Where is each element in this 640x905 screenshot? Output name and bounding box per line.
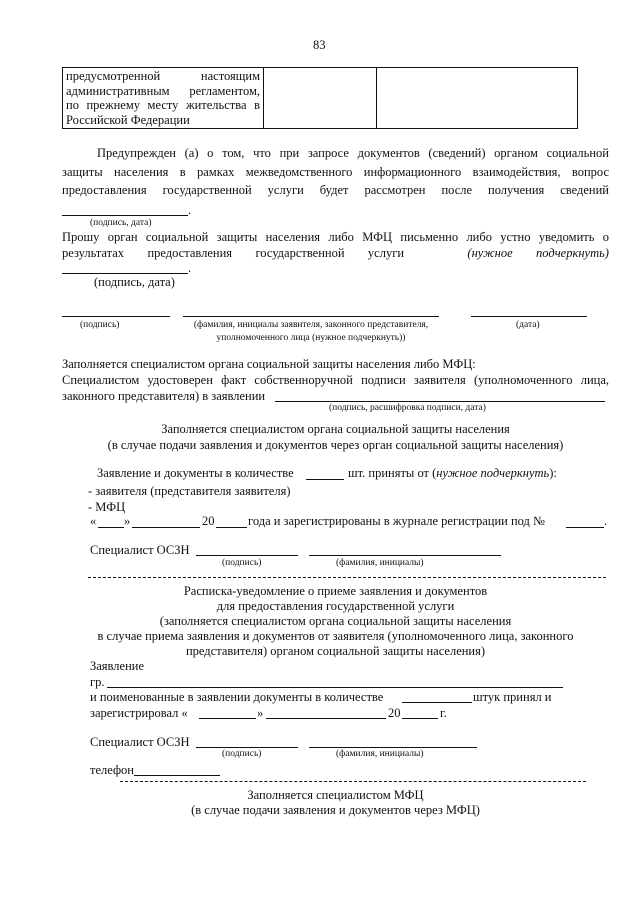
oszn-docs-note: нужное подчеркнуть [436, 466, 550, 480]
warning-line: Предупрежден (а) о том, что при запросе документов (сведений) органом социальной [97, 146, 609, 160]
receipt-phone-field[interactable] [134, 775, 220, 776]
notify-word: предоставления [147, 246, 233, 260]
warning-line: предоставления государственной услуги будет рассмотрен после получения сведений [62, 183, 609, 197]
table-cell-line: административным регламентом, [66, 83, 260, 98]
receipt-reg-century: 20 [388, 706, 401, 720]
specialist-caption: (подпись, расшифровка подписи, дата) [329, 403, 486, 413]
receipt-docs-text-2: штук принял и [473, 690, 552, 704]
receipt-note-3: представителя) органом социальной защиты населения) [185, 644, 486, 658]
mfc-heading: Заполняется специалистом МФЦ [247, 788, 424, 802]
notify-signature-line[interactable] [62, 273, 188, 274]
oszn-docs-end: ): [549, 466, 557, 480]
oszn-docs-from [348, 466, 557, 481]
oszn-option-applicant[interactable]: - заявителя (представителя заявителя) [88, 484, 291, 498]
oszn-reg-end: . [604, 514, 608, 528]
oszn-specialist-name-field[interactable] [309, 555, 501, 556]
receipt-reg-end: г. [440, 706, 447, 720]
notify-word: государственной [255, 246, 345, 260]
notify-caption: (подпись, дата) [94, 275, 175, 289]
receipt-title: Расписка-уведомление о приеме заявления и документов [183, 584, 488, 598]
page-number: 83 [313, 38, 326, 52]
name-caption: (фамилия, инициалы заявителя, законного представителя, [193, 320, 429, 330]
receipt-reg-label: зарегистрировал « [90, 706, 188, 720]
receipt-specialist-name-field[interactable] [309, 747, 477, 748]
notify-word: услуги [367, 246, 405, 260]
receipt-citizen-field[interactable] [107, 687, 563, 688]
table-cell-text [63, 68, 264, 129]
oszn-docs-count-field[interactable] [306, 479, 344, 480]
oszn-reg-number-field[interactable] [566, 527, 604, 528]
oszn-option-mfc[interactable]: - МФЦ [88, 500, 126, 514]
mfc-subheading: (в случае подачи заявления и документов через МФЦ) [191, 803, 480, 817]
table-cell-line: предусмотренной настоящим [66, 69, 260, 83]
notify-italic: (нужное [467, 246, 513, 260]
oszn-reg-century: 20 [202, 514, 215, 528]
specialist-signature-line[interactable] [275, 401, 605, 402]
date-caption: (дата) [516, 320, 540, 330]
date-line[interactable] [471, 316, 587, 317]
oszn-reg-open: « [90, 514, 97, 528]
receipt-caption-name: (фамилия, инициалы) [336, 749, 424, 759]
receipt-note: (заполняется специалистом органа социальной защиты населения [159, 614, 512, 628]
name-line[interactable] [183, 316, 439, 317]
receipt-caption-sign: (подпись) [222, 749, 262, 759]
receipt-reg-year-field[interactable] [402, 718, 438, 719]
oszn-subheading: (в случае подачи заявления и документов через орган социальной защиты населения) [107, 438, 564, 452]
notify-word: результатах [62, 246, 125, 260]
receipt-specialist-sign-field[interactable] [196, 747, 298, 748]
oszn-reg-text: года и зарегистрированы в журнале регистрации под № [248, 514, 545, 528]
name-caption-2: уполномоченного лица (нужное подчеркнуть)) [216, 333, 406, 343]
warning-tail: . [188, 203, 192, 217]
notify-italic: подчеркнуть) [536, 246, 609, 260]
warning-caption: (подпись, дата) [90, 218, 152, 228]
sig-caption: (подпись) [80, 320, 120, 330]
specialist-text: Специалистом удостоверен факт собственноручной подписи заявителя (уполномоченного лица, [62, 373, 609, 387]
notify-tail: . [188, 261, 192, 275]
receipt-application-label: Заявление [90, 659, 145, 673]
notify-line-2 [62, 246, 609, 261]
receipt-docs-count-field[interactable] [402, 702, 472, 703]
oszn-specialist-label: Специалист ОСЗН [90, 543, 190, 557]
warning-line: защиты населения в рамках межведомственного информационного взаимодействия, вопрос [62, 165, 609, 179]
receipt-note-2: в случае приема заявления и документов от заявителя (уполномоченного лица, законного [97, 629, 574, 643]
table-cell-empty [264, 68, 377, 129]
oszn-reg-month-field[interactable] [132, 527, 200, 528]
oszn-caption-name: (фамилия, инициалы) [336, 558, 424, 568]
receipt-reg-day-field[interactable] [199, 718, 256, 719]
table-cell-line: Российской Федерации [66, 112, 190, 127]
oszn-specialist-sign-field[interactable] [196, 555, 298, 556]
receipt-reg-close: » [257, 706, 264, 720]
oszn-reg-day-field[interactable] [98, 527, 124, 528]
receipt-citizen-label: гр. [90, 675, 105, 689]
receipt-specialist-label: Специалист ОСЗН [90, 735, 190, 749]
specialist-intro: Заполняется специалистом органа социальной защиты населения либо МФЦ: [62, 357, 476, 371]
continuation-table [62, 67, 578, 129]
oszn-reg-year-field[interactable] [216, 527, 247, 528]
specialist-text-2: законного представителя) в заявлении [62, 389, 266, 403]
receipt-phone-label: телефон [90, 763, 134, 777]
oszn-docs-from-text: шт. приняты от ( [348, 466, 437, 480]
warning-signature-line[interactable] [62, 215, 188, 216]
oszn-reg-close: » [124, 514, 131, 528]
notify-line: Прошу орган социальной защиты населения либо МФЦ письменно либо устно уведомить о [62, 230, 609, 244]
table-cell-line: по прежнему месту жительства в [66, 98, 260, 112]
receipt-docs-text: и поименованные в заявлении документы в количестве [90, 690, 384, 704]
oszn-docs-label: Заявление и документы в количестве [97, 466, 294, 480]
cut-line-2 [120, 781, 586, 782]
oszn-caption-sign: (подпись) [222, 558, 262, 568]
table-cell-empty [377, 68, 578, 129]
cut-line [88, 577, 606, 578]
receipt-reg-month-field[interactable] [266, 718, 386, 719]
receipt-title-2: для предоставления государственной услуги [216, 599, 455, 613]
oszn-heading: Заполняется специалистом органа социальной защиты населения [161, 422, 510, 436]
signature-line[interactable] [62, 316, 170, 317]
